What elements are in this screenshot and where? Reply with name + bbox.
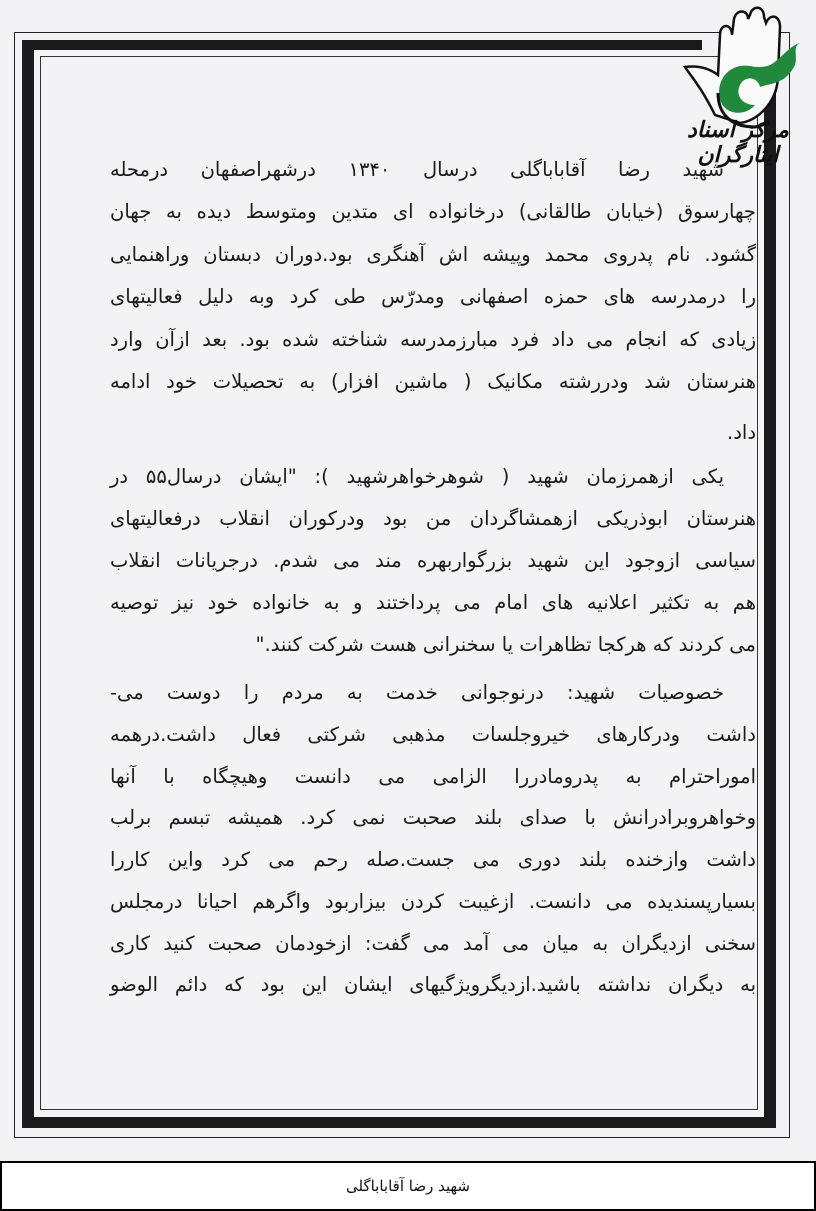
text-line: یکی ازهمرزمان شهید ( شوهرخواهرشهید ): "ایشان درسال۵۵ در xyxy=(110,465,724,488)
text-line: شهید رضا آقاباباگلی درسال ۱۳۴۰ درشهراصفهان درمحله xyxy=(110,158,724,181)
text-line: می کردند که هرکجا تظاهرات یا سخنرانی هست شرکت کنند." xyxy=(255,633,756,656)
caption-text: شهید رضا آقاباباگلی xyxy=(346,1177,470,1195)
page-border-right xyxy=(764,40,776,1128)
text-line: به دیگران نداشته باشید.ازدیگرویژگیهای ایشان این بود که دائم الوضو xyxy=(110,973,756,996)
text-line: داشت ودرکارهای خیروجلسات مذهبی شرکتی فعال داشت.درهمه xyxy=(110,723,756,746)
page-border-left xyxy=(22,40,34,1128)
logo xyxy=(660,5,816,170)
text-line: بسیارپسندیده می دانست. ازغیبت کردن بیزاربود واگرهم احیانا درمجلس xyxy=(110,890,756,913)
text-line: را درمدرسه های حمزه اصفهانی ومدرّس طی کرد وبه دلیل فعالیتهای xyxy=(110,285,756,308)
text-line: سخنی ازدیگران به میان می آمد می گفت: ازخودمان صحبت کنید کاری xyxy=(110,932,756,955)
text-line: داشت وازخنده بلند دوری می جست.صله رحم می کرد واین کاررا xyxy=(110,848,756,871)
text-line: هنرستان شد ودررشته مکانیک ( ماشین افزار) به تحصیلات خود ادامه xyxy=(110,370,756,393)
text-line: داد. xyxy=(727,421,756,444)
text-line: سیاسی ازوجود این شهید بزرگواربهره مند می شدم. درجریانات انقلاب xyxy=(110,549,756,572)
text-line: زیادی که انجام می داد فرد مبارزمدرسه شناخته شده بود. بعد ازآن وارد xyxy=(110,328,756,351)
page-border-top xyxy=(22,40,702,50)
page-border-bottom xyxy=(22,1117,776,1128)
text-line: اموراحترام به پدرومادررا الزامی می دانست وهیچگاه با آنها xyxy=(110,765,756,788)
text-line: گشود. نام پدروی محمد وپیشه اش آهنگری بود.دوران دبستان وراهنمایی xyxy=(110,243,756,266)
text-line: وخواهروبرادرانش با صدای بلند صحبت نمی کرد. همیشه تبسم برلب xyxy=(110,806,756,829)
logo-text: مرکز اسناد ایثارگران xyxy=(687,118,789,168)
text-line: چهارسوق (خیابان طالقانی) درخانواده ای متدین ومتوسط دیده به جهان xyxy=(110,200,756,223)
text-line: هم به تکثیر اعلانیه های امام می پرداختند و به خانواده خود نیز توصیه xyxy=(110,591,756,614)
text-line: هنرستان ابوذریکی ازهمشاگردان من بود ودرکوران انقلاب درفعالیتهای xyxy=(110,507,756,530)
text-line: خصوصیات شهید: درنوجوانی خدمت به مردم را دوست می- xyxy=(110,681,724,704)
image-caption xyxy=(0,1161,816,1211)
